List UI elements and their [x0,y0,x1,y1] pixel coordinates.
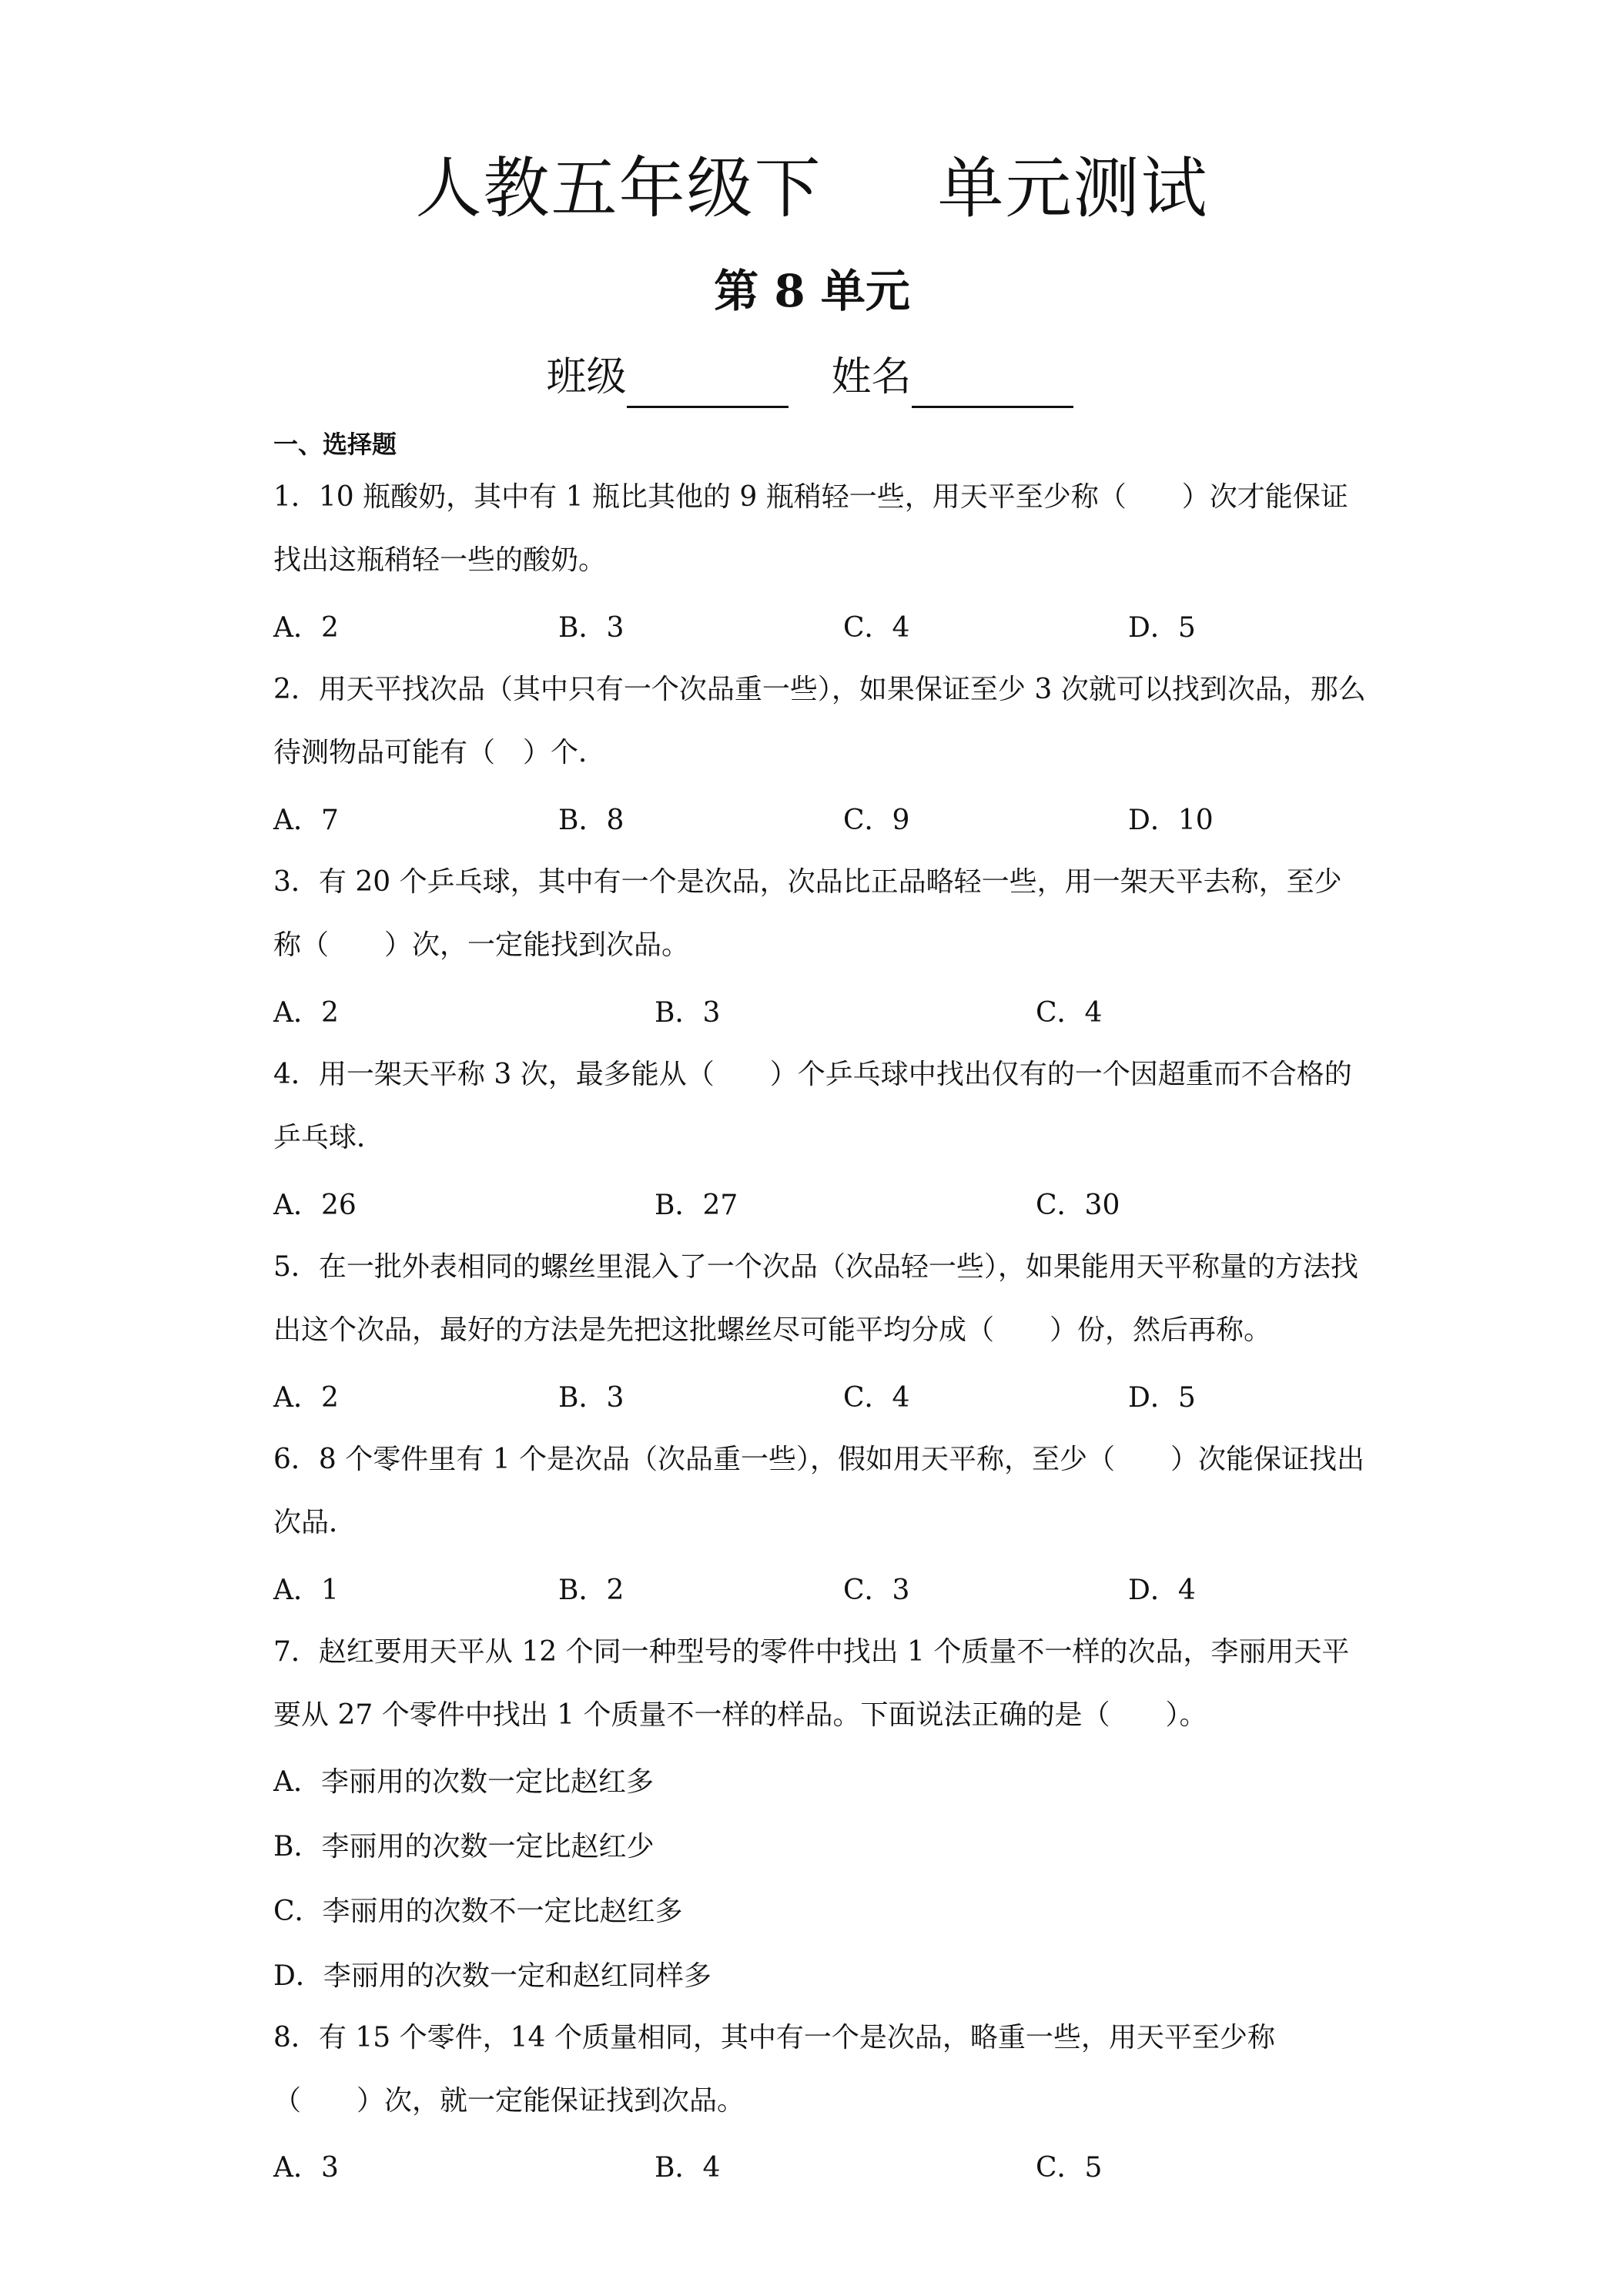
question-5: 5．在一批外表相同的螺丝里混入了一个次品（次品轻一些），如果能用天平称量的方法找出这个次品，最好的方法是先把这批螺丝尽可能平均分成（ ）份，然后再称。 [273,1251,1358,1346]
page-title [0,146,1624,231]
title-right: 单元测试 [937,150,1209,227]
question-7: 7．赵红要用天平从 12 个同一种型号的零件中找出 1 个质量不一样的次品，李丽用天平要从 27 个零件中找出 1 个质量不一样的样品。下面说法正确的是（ ）。 [273,1636,1350,1731]
question-5-options [273,1375,1367,1421]
q6-option-d[interactable]: D．4 [1128,1575,1196,1606]
q6-option-c[interactable]: C．3 [843,1575,910,1606]
question-6: 6．8 个零件里有 1 个是次品（次品重一些），假如用天平称，至少（ ）次能保证找出次品． [273,1444,1365,1538]
q8-option-c[interactable]: C．5 [1036,2152,1103,2184]
question-8: 8．有 15 个零件，14 个质量相同，其中有一个是次品，略重一些，用天平至少称（ ）次，就一定能保证找到次品。 [273,2022,1275,2117]
q7-option-b[interactable]: B．李丽用的次数一定比赵红少 [273,1831,655,1863]
q5-option-b[interactable]: B．3 [558,1382,624,1414]
q2-option-a[interactable]: A．7 [273,805,339,836]
q4-option-c[interactable]: C．30 [1036,1190,1120,1221]
question-3: 3．有 20 个乒乓球，其中有一个是次品，次品比正品略轻一些，用一架天平去称，至少称（ ）次，一定能找到次品。 [273,866,1342,961]
question-2-options [273,798,1367,844]
q1-option-b[interactable]: B．3 [558,612,624,644]
question-2: 2．用天平找次品（其中只有一个次品重一些），如果保证至少 3 次就可以找到次品，那么待测物品可能有（ ）个． [273,674,1366,768]
name-blank[interactable] [912,360,1073,408]
q1-option-d[interactable]: D．5 [1128,612,1196,644]
question-6-options [273,1568,1367,1614]
q3-option-a[interactable]: A．2 [273,997,339,1029]
question-1-options [273,605,1367,651]
q7-option-c[interactable]: C．李丽用的次数不一定比赵红多 [273,1896,683,1927]
q2-option-c[interactable]: C．9 [843,805,910,836]
q8-option-a[interactable]: A．3 [273,2152,339,2184]
q7-option-d[interactable]: D．李丽用的次数一定和赵红同样多 [273,1960,712,1992]
question-3-options [273,990,1367,1036]
unit-heading: 第 8 单元 [714,265,910,317]
q2-option-b[interactable]: B．8 [558,805,624,836]
q3-option-c[interactable]: C．4 [1036,997,1103,1029]
student-info-line [0,346,1624,408]
q5-option-c[interactable]: C．4 [843,1382,910,1414]
class-label: 班级 [546,354,627,400]
question-4-options [273,1183,1367,1229]
question-8-options [273,2145,1367,2191]
question-1: 1．10 瓶酸奶，其中有 1 瓶比其他的 9 瓶稍轻一些，用天平至少称（ ）次才能保证找出这瓶稍轻一些的酸奶。 [273,481,1348,576]
question-4: 4．用一架天平称 3 次，最多能从（ ）个乒乓球中找出仅有的一个因超重而不合格的乒乓球． [273,1059,1352,1153]
name-label: 姓名 [831,354,912,400]
q2-option-d[interactable]: D．10 [1128,805,1214,836]
q5-option-d[interactable]: D．5 [1128,1382,1196,1414]
class-blank[interactable] [627,360,789,408]
q4-option-a[interactable]: A．26 [273,1190,357,1221]
q6-option-a[interactable]: A．1 [273,1575,339,1606]
q8-option-b[interactable]: B．4 [655,2152,721,2184]
q1-option-a[interactable]: A．2 [273,612,339,644]
q5-option-a[interactable]: A．2 [273,1382,339,1414]
q7-option-a[interactable]: A．李丽用的次数一定比赵红多 [273,1766,654,1798]
q4-option-b[interactable]: B．27 [655,1190,738,1221]
title-left: 人教五年级下 [415,150,822,227]
q3-option-b[interactable]: B．3 [655,997,721,1029]
q6-option-b[interactable]: B．2 [558,1575,624,1606]
section-title: 一、选择题 [273,430,397,459]
q1-option-c[interactable]: C．4 [843,612,910,644]
